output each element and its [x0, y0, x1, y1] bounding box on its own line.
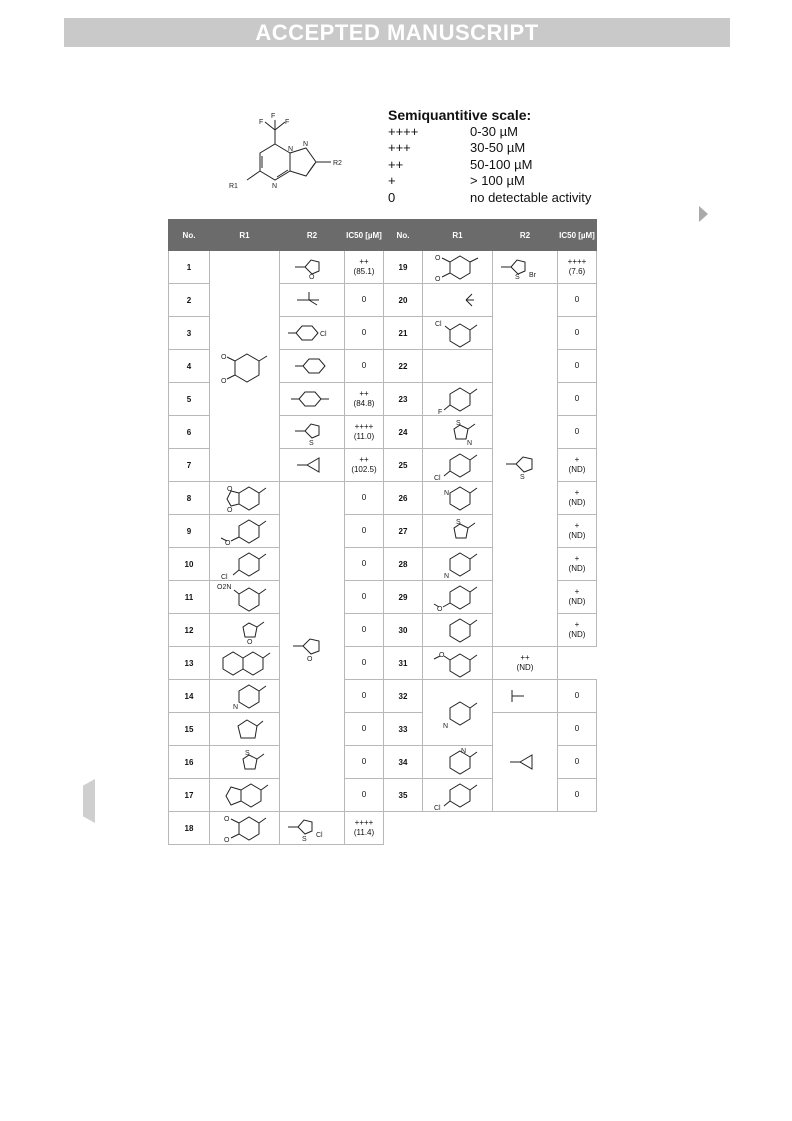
manuscript-banner: ACCEPTED MANUSCRIPT — [64, 18, 730, 47]
ic50-value — [345, 647, 384, 680]
activity-symbol: 0 — [361, 295, 367, 304]
compound-number: 18 — [169, 812, 210, 845]
r2-thienyl — [280, 416, 345, 449]
atom-o: O — [438, 652, 444, 659]
ic50-value — [558, 746, 597, 779]
compound-number: 19 — [384, 251, 423, 284]
ic50-value — [345, 779, 384, 812]
scaffold-structure — [215, 108, 380, 208]
ic50-value — [345, 614, 384, 647]
scale-range: no detectable activity — [470, 189, 592, 205]
ic50-value — [345, 317, 384, 350]
pyridine-structure — [430, 549, 486, 579]
activity-symbol: + — [574, 521, 580, 530]
compound-number: 25 — [384, 449, 423, 482]
activity-symbol: 0 — [574, 790, 580, 799]
activity-symbol: 0 — [361, 757, 367, 766]
tolyl-structure — [287, 387, 337, 411]
activity-symbol: 0 — [361, 625, 367, 634]
atom-n: N — [232, 704, 238, 711]
scale-symbol: ++ — [388, 156, 404, 172]
atom-cl: Cl — [320, 331, 327, 338]
activity-symbol: + — [574, 488, 580, 497]
ic50-value — [558, 284, 597, 317]
atom-n: N — [466, 440, 472, 447]
ic50-value — [558, 680, 597, 713]
r2-furyl — [280, 251, 345, 284]
chlorophenyl-structure — [215, 549, 275, 579]
ic50-value — [558, 581, 597, 614]
scale-range: 50-100 µM — [470, 156, 533, 172]
methyl-structure — [504, 684, 546, 708]
compound-number: 2 — [169, 284, 210, 317]
naphthalene-structure — [215, 648, 275, 678]
atom-n: N — [443, 490, 449, 497]
r1-4-pyridyl — [423, 548, 493, 581]
compound-number: 30 — [384, 614, 423, 647]
r1-dimethoxyphenyl — [210, 812, 280, 845]
cyclopropyl-structure — [504, 750, 546, 774]
ic50-value — [558, 614, 597, 647]
r2-phenyl — [280, 350, 345, 383]
compound-number: 17 — [169, 779, 210, 812]
r1-dimethoxyphenyl-cell — [210, 251, 280, 482]
methoxyphenyl-structure — [430, 582, 486, 612]
compound-number: 28 — [384, 548, 423, 581]
activity-symbol: 0 — [361, 691, 367, 700]
compound-number: 16 — [169, 746, 210, 779]
compound-number: 5 — [169, 383, 210, 416]
r1-indanyl — [210, 779, 280, 812]
activity-symbol: ++++ — [567, 257, 587, 266]
compound-number: 24 — [384, 416, 423, 449]
scale-row — [388, 157, 591, 174]
chlorophenyl-structure — [430, 780, 486, 810]
ic50-value — [345, 812, 384, 845]
chlorothiophene-structure — [284, 815, 340, 841]
atom-cl: Cl — [316, 832, 323, 839]
activity-symbol: + — [574, 620, 580, 629]
scaffold-n-pyrazole: N — [303, 141, 309, 148]
r1-4-pyridyl-cell — [423, 680, 493, 746]
chlorophenyl-structure — [430, 318, 486, 348]
furan-structure — [291, 255, 333, 279]
compound-number: 26 — [384, 482, 423, 515]
furan-structure — [289, 632, 335, 662]
compound-number: 34 — [384, 746, 423, 779]
ic50-value — [345, 713, 384, 746]
header-r2: R2 — [493, 220, 558, 251]
scale-range: 0-30 µM — [470, 123, 518, 139]
activity-symbol: 0 — [574, 757, 580, 766]
semiquantitative-scale — [388, 107, 591, 206]
table-header-row — [169, 220, 597, 251]
r1-4-chlorophenyl — [423, 449, 493, 482]
scale-symbol: ++++ — [388, 123, 419, 139]
activity-symbol: ++++ — [354, 818, 374, 827]
atom-n: N — [442, 722, 448, 730]
ic50-number: (ND) — [568, 564, 586, 573]
r1-4-methoxyphenyl — [423, 581, 493, 614]
margin-marker — [83, 779, 95, 823]
dimethoxyphenyl-structure — [215, 813, 275, 843]
ic50-value — [558, 548, 597, 581]
cf3-f-right: F — [285, 119, 290, 126]
r1-3-thienyl — [423, 515, 493, 548]
atom-s: S — [515, 274, 520, 281]
activity-symbol: 0 — [574, 361, 580, 370]
activity-symbol: ++ — [359, 257, 369, 266]
activity-symbol: 0 — [361, 328, 367, 337]
activity-symbol: 0 — [361, 724, 367, 733]
r1-thiazolyl — [423, 416, 493, 449]
ic50-value — [558, 482, 597, 515]
atom-f: F — [437, 409, 442, 416]
methoxyphenyl-structure — [430, 648, 486, 678]
activity-symbol: ++ — [520, 653, 530, 662]
ic50-value — [558, 515, 597, 548]
scale-row — [388, 190, 591, 207]
r1-3-pyridyl — [423, 482, 493, 515]
r1-2-thienyl — [210, 746, 280, 779]
ic50-value — [558, 383, 597, 416]
activity-symbol: 0 — [574, 724, 580, 733]
activity-symbol: 0 — [361, 493, 367, 502]
r1-cyclopentyl — [210, 713, 280, 746]
scale-row — [388, 140, 591, 157]
compound-number: 11 — [169, 581, 210, 614]
r1-4-methoxyphenyl — [210, 515, 280, 548]
ic50-value — [558, 779, 597, 812]
r1-3-nitrophenyl — [210, 581, 280, 614]
atom-cl: Cl — [433, 475, 441, 482]
compound-number: 29 — [384, 581, 423, 614]
thiophene-structure — [291, 419, 333, 445]
indane-structure — [215, 780, 275, 810]
empty-cell — [384, 812, 597, 845]
ic50-value — [558, 251, 597, 284]
pyridine-structure — [430, 696, 486, 730]
scaffold-n-pyrimidine: N — [272, 183, 278, 190]
compound-number: 23 — [384, 383, 423, 416]
dimethoxyphenyl-structure — [430, 252, 486, 282]
atom-o: O — [220, 354, 226, 361]
ic50-value — [345, 251, 384, 284]
ic50-number: (ND) — [568, 597, 586, 606]
header-r2: R2 — [280, 220, 345, 251]
table-row — [169, 647, 597, 680]
scale-row — [388, 173, 591, 190]
scale-range: > 100 µM — [470, 173, 525, 188]
ic50-value — [345, 449, 384, 482]
ic50-number: (ND) — [568, 630, 586, 639]
table-row — [169, 680, 597, 713]
ic50-value — [558, 416, 597, 449]
atom-n: N — [443, 573, 449, 580]
scaffold-r2: R2 — [333, 160, 342, 167]
atom-o: O — [226, 507, 232, 514]
atom-o: O — [434, 276, 440, 283]
scaffold-r1: R1 — [229, 183, 238, 190]
furan-structure — [215, 615, 275, 645]
compound-number: 3 — [169, 317, 210, 350]
activity-symbol: 0 — [361, 559, 367, 568]
scale-symbol: + — [388, 173, 396, 188]
activity-symbol: 0 — [574, 394, 580, 403]
compound-number: 4 — [169, 350, 210, 383]
r2-tolyl — [280, 383, 345, 416]
compound-number: 27 — [384, 515, 423, 548]
ic50-value — [345, 581, 384, 614]
r2-methyl — [493, 680, 558, 713]
activity-symbol: + — [574, 554, 580, 563]
atom-cl: Cl — [220, 574, 228, 581]
ic50-value — [345, 383, 384, 416]
ic50-number: (ND) — [568, 531, 586, 540]
ic50-value — [558, 350, 597, 383]
r1-phenyl — [423, 614, 493, 647]
sar-table — [168, 219, 597, 845]
activity-symbol: 0 — [361, 526, 367, 535]
compound-number: 9 — [169, 515, 210, 548]
r1-benzodioxolyl — [210, 482, 280, 515]
methoxyphenyl-structure — [215, 516, 275, 546]
cf3-f-top: F — [271, 113, 276, 120]
r1-4-pyridyl — [210, 680, 280, 713]
benzodioxole-structure — [215, 483, 275, 513]
scale-symbol: 0 — [388, 189, 396, 205]
compound-number: 13 — [169, 647, 210, 680]
compound-number: 10 — [169, 548, 210, 581]
scaffold-n-bridge: N — [288, 146, 294, 153]
table-row — [169, 251, 597, 284]
atom-o: O — [246, 639, 252, 646]
atom-cl: Cl — [434, 321, 442, 328]
atom-o: O — [224, 540, 230, 547]
atom-s: S — [302, 836, 307, 843]
compound-number: 7 — [169, 449, 210, 482]
activity-symbol: 0 — [361, 592, 367, 601]
fluorophenyl-structure — [430, 384, 486, 414]
ic50-value — [558, 449, 597, 482]
r2-thienyl-cell — [493, 284, 558, 647]
atom-o: O — [223, 816, 229, 823]
r2-tert-butyl — [280, 284, 345, 317]
ic50-value — [345, 548, 384, 581]
header-ic50: IC50 [µM] — [345, 220, 384, 251]
table-row — [169, 812, 597, 845]
atom-o: O — [309, 274, 315, 281]
isopropyl-structure — [430, 288, 486, 312]
ic50-value — [345, 482, 384, 515]
activity-symbol: 0 — [361, 790, 367, 799]
atom-br: Br — [529, 272, 536, 279]
ic50-number: (85.1) — [353, 267, 375, 276]
compound-number: 22 — [384, 350, 423, 383]
ic50-value — [558, 317, 597, 350]
scale-row — [388, 124, 591, 141]
ic50-value — [345, 680, 384, 713]
thiophene-structure — [430, 516, 486, 546]
atom-no2: O2N — [216, 584, 231, 591]
activity-symbol: ++ — [359, 389, 369, 398]
r2-chlorothienyl — [280, 812, 345, 845]
ic50-number: (ND) — [516, 663, 534, 672]
compound-number: 21 — [384, 317, 423, 350]
bromothiophene-structure — [497, 255, 553, 279]
r1-4-chlorophenyl — [423, 779, 493, 812]
activity-symbol: 0 — [574, 295, 580, 304]
activity-symbol: ++ — [359, 455, 369, 464]
chlorophenyl-structure — [430, 450, 486, 480]
cf3-f-left: F — [259, 119, 264, 126]
dimethoxyphenyl-structure — [217, 346, 273, 386]
ic50-number: (84.8) — [353, 399, 375, 408]
scale-symbol: +++ — [388, 140, 411, 155]
nitrophenyl-structure — [215, 582, 275, 612]
compound-number: 12 — [169, 614, 210, 647]
header-r1: R1 — [423, 220, 493, 251]
atom-cl: Cl — [433, 805, 441, 812]
r1-3-chlorophenyl — [423, 317, 493, 350]
compound-number: 6 — [169, 416, 210, 449]
ic50-number: (102.5) — [351, 465, 377, 474]
activity-symbol: + — [574, 455, 580, 464]
ic50-value — [345, 746, 384, 779]
pyridine-structure — [430, 747, 486, 777]
cyclopentyl-structure — [215, 714, 275, 744]
compound-number: 33 — [384, 713, 423, 746]
r2-chlorophenyl — [280, 317, 345, 350]
compound-number: 35 — [384, 779, 423, 812]
thiazole-structure — [430, 417, 486, 447]
phenyl-structure — [430, 615, 486, 645]
header-no: No. — [169, 220, 210, 251]
ic50-value — [558, 713, 597, 746]
r2-furyl-cell — [280, 482, 345, 812]
compound-number: 14 — [169, 680, 210, 713]
tert-butyl-structure — [291, 288, 333, 312]
compound-number: 32 — [384, 680, 423, 713]
ic50-number: (11.4) — [353, 828, 375, 837]
atom-o: O — [220, 378, 226, 385]
phenyl-structure — [291, 354, 333, 378]
atom-o: O — [307, 655, 313, 663]
atom-s: S — [309, 440, 314, 447]
activity-symbol: 0 — [574, 691, 580, 700]
thiophene-structure — [215, 747, 275, 777]
atom-s: S — [455, 519, 461, 526]
r2-cyclopropyl-cell — [493, 713, 558, 812]
atom-s: S — [244, 750, 250, 757]
ic50-value — [345, 284, 384, 317]
r1-dimethoxyphenyl — [423, 251, 493, 284]
r1-4-chlorophenyl — [210, 548, 280, 581]
ic50-value — [493, 647, 558, 680]
cyclopropyl-structure — [291, 453, 333, 477]
pyridine-structure — [430, 483, 486, 513]
ic50-number: (7.6) — [568, 267, 586, 276]
header-r1: R1 — [210, 220, 280, 251]
ic50-value — [345, 350, 384, 383]
r1-empty — [423, 350, 493, 383]
ic50-value — [345, 515, 384, 548]
activity-symbol: 0 — [574, 427, 580, 436]
atom-o: O — [434, 255, 440, 262]
ic50-number: (11.0) — [353, 432, 375, 441]
compound-number: 15 — [169, 713, 210, 746]
chlorophenyl-structure — [284, 321, 340, 345]
activity-symbol: 0 — [361, 361, 367, 370]
compound-number: 31 — [384, 647, 423, 680]
page-arrow-marker — [699, 206, 708, 222]
activity-symbol: + — [574, 587, 580, 596]
atom-o: O — [226, 486, 232, 493]
r1-4-fluorophenyl — [423, 383, 493, 416]
r2-cyclopropyl — [280, 449, 345, 482]
scale-title: Semiquantitive scale: — [388, 107, 532, 123]
activity-symbol: 0 — [361, 658, 367, 667]
header-ic50: IC50 [µM] — [558, 220, 597, 251]
compound-number: 8 — [169, 482, 210, 515]
activity-symbol: ++++ — [354, 422, 374, 431]
compound-number: 20 — [384, 284, 423, 317]
r1-3-methoxyphenyl — [423, 647, 493, 680]
thiophene-structure — [502, 450, 548, 480]
r1-2-pyridyl — [423, 746, 493, 779]
ic50-number: (ND) — [568, 465, 586, 474]
ic50-number: (ND) — [568, 498, 586, 507]
r2-bromothienyl — [493, 251, 558, 284]
pyridine-structure — [215, 681, 275, 711]
atom-o: O — [223, 837, 229, 844]
header-no: No. — [384, 220, 423, 251]
atom-n: N — [460, 748, 466, 755]
scale-range: 30-50 µM — [470, 140, 526, 155]
atom-o: O — [436, 606, 442, 613]
atom-s: S — [520, 474, 525, 481]
activity-symbol: 0 — [574, 328, 580, 337]
table-row — [169, 713, 597, 746]
atom-s: S — [455, 420, 461, 427]
r1-naphthyl — [210, 647, 280, 680]
ic50-value — [345, 416, 384, 449]
r1-2-furyl — [210, 614, 280, 647]
compound-number: 1 — [169, 251, 210, 284]
r1-isopropyl — [423, 284, 493, 317]
